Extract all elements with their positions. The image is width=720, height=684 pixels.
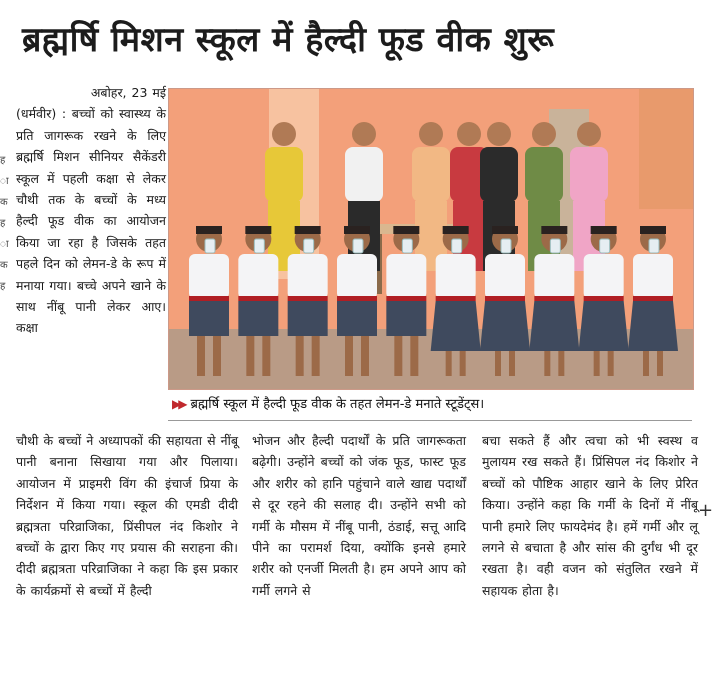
student-leg [509, 351, 515, 376]
article-paragraph-1 [16, 103, 166, 338]
adult-torso [525, 147, 563, 202]
student-glass [254, 239, 264, 253]
student-shorts [288, 301, 328, 336]
student-shirt [238, 254, 278, 299]
student-leg [213, 336, 221, 376]
dateline-reporter: (धर्मवीर) : [16, 106, 67, 122]
edge-glyph: ा [0, 239, 9, 250]
adult-head [419, 122, 443, 146]
headline: ब्रह्मर्षि मिशन स्कूल में हैल्दी फूड वीक शुरू [22, 20, 555, 60]
adult-head [577, 122, 601, 146]
student-glass [402, 239, 412, 253]
edge-glyph: ा [0, 176, 9, 187]
student-leg [345, 336, 353, 376]
news-photo-illustration [169, 89, 693, 389]
student-hair [393, 226, 419, 234]
student-belt [238, 296, 278, 301]
student-leg [544, 351, 550, 376]
student-hair [591, 226, 617, 234]
caption-divider [168, 420, 692, 421]
student-shirt [485, 254, 525, 299]
adult-torso [480, 147, 518, 202]
student-hair [443, 226, 469, 234]
student-hair [541, 226, 567, 234]
student-leg [608, 351, 614, 376]
article-column-1-bottom [16, 430, 238, 601]
student-glass [205, 239, 215, 253]
adult-torso [412, 147, 450, 202]
student-shirt [584, 254, 624, 299]
article-text-4: बचा सकते हैं और त्वचा को भी स्वस्थ व मुलायम रख सकते हैं। प्रिंसिपल नंद किशोर ने बच्चों को पौष्टिक आहार खाने के लिए प्रेरित किया। उन्होंने कहा कि गर्मी के दिनों में नींबू पानी हमारे लिए फायदेमंद है। हमें गर्मी और लू लगने से बचाता है और सांस की दुर्गंध भी दूर रखता है। वही वजन को संतुलित रखने में सहायक होता है। [482, 433, 698, 598]
student-leg [657, 351, 663, 376]
student-leg [460, 351, 466, 376]
student-hair [196, 226, 222, 234]
student-belt [485, 296, 525, 301]
student-skirt [431, 301, 481, 351]
adult-head [532, 122, 556, 146]
student-leg [558, 351, 564, 376]
student-leg [312, 336, 320, 376]
photo-wall-panel [639, 89, 693, 209]
news-photo [168, 88, 694, 390]
student-hair [492, 226, 518, 234]
student-belt [436, 296, 476, 301]
adjacent-column-fragment [0, 150, 8, 297]
student-belt [584, 296, 624, 301]
caption-arrow-icon: ▶▶ [172, 397, 185, 411]
edge-glyph: क [0, 197, 8, 208]
adult-torso [345, 147, 383, 202]
student-leg [361, 336, 369, 376]
student-shirt [337, 254, 377, 299]
student-shirt [534, 254, 574, 299]
article-text-2: चौथी के बच्चों ने अध्यापकों की सहायता से नींबू पानी बनाना सिखाया गया और पिलाया। आयोजन में प्राइमरी विंग की इंचार्ज प्रिया के निर्देशन में किया गया। स्कूल की एमडी दीदी ब्रह्मत्रता परिव्राजिका, प्रिंसीपल नंद किशोर ने बच्चों के द्वारा किए गए प्रयास की सराहना की। दीदी ब्रह्मत्रता परिव्राजिका ने कहा कि इस प्रकार के कार्यक्रमों से बच्चों में हैल्दी [16, 433, 238, 598]
student-leg [262, 336, 270, 376]
student-leg [394, 336, 402, 376]
student-leg [246, 336, 254, 376]
article-column-3 [482, 430, 698, 601]
student-leg [197, 336, 205, 376]
student-shirt [633, 254, 673, 299]
adult-head [457, 122, 481, 146]
student-skirt [579, 301, 629, 351]
student-shorts [189, 301, 229, 336]
student-skirt [628, 301, 678, 351]
article-text-1: बच्चों को स्वास्थ्य के प्रति जागरूक रखने के लिए ब्रह्मर्षि मिशन सीनियर सैकेंडरी स्कूल में पहली कक्षा से लेकर चौथी तक के बच्चों के मध्य हैल्दी फूड वीक का आयोजन किया जा रहा है जिसके तहत पहले दिन को लेमन-डे के रूप में मनाया गया। बच्चे अपने खाने के साथ नींबू पानी लेकर आए। कक्षा [16, 106, 166, 336]
student-shirt [436, 254, 476, 299]
dateline-city-date: अबोहर, 23 मई [90, 85, 166, 100]
student-glass [649, 239, 659, 253]
student-leg [410, 336, 418, 376]
student-hair [245, 226, 271, 234]
student-belt [337, 296, 377, 301]
student-glass [353, 239, 363, 253]
photo-caption [168, 392, 692, 416]
student-hair [640, 226, 666, 234]
student-shirt [288, 254, 328, 299]
student-glass [304, 239, 314, 253]
article-text-3: भोजन और हैल्दी पदार्थों के प्रति जागरूकता बढ़ेगी। उन्होंने बच्चों को जंक फूड, फास्ट फूड और शरीर को हानि पहुंचाने वाले खाद्य पदार्थों से दूर रहने की सलाह दी। उन्होंने सभी को गर्मी के मौसम में नींबू पानी, ठंडाई, सत्तू आदि पीने का परामर्श दिया, क्योंकि इनसे हमारे शरीर को एनर्जी मिलती है। हम अपने आप को गर्मी लगने से [252, 433, 466, 598]
student-glass [452, 239, 462, 253]
student-skirt [529, 301, 579, 351]
student-hair [344, 226, 370, 234]
student-shirt [386, 254, 426, 299]
student-leg [643, 351, 649, 376]
student-shorts [238, 301, 278, 336]
student-shorts [337, 301, 377, 336]
edge-glyph: ह [0, 281, 6, 292]
student-glass [600, 239, 610, 253]
edge-glyph: ह [0, 155, 6, 166]
edge-glyph: ह [0, 218, 6, 229]
student-belt [386, 296, 426, 301]
adult-head [487, 122, 511, 146]
student-hair [295, 226, 321, 234]
student-belt [633, 296, 673, 301]
article-column-1-top [16, 82, 166, 339]
caption-text: ब्रह्मर्षि स्कूल में हैल्दी फूड वीक के तहत लेमन-डे मनाते स्टूडेंट्स। [190, 397, 485, 412]
student-glass [501, 239, 511, 253]
plus-mark: + [698, 500, 714, 521]
adult-head [352, 122, 376, 146]
student-leg [446, 351, 452, 376]
student-leg [296, 336, 304, 376]
student-belt [288, 296, 328, 301]
student-leg [495, 351, 501, 376]
article-column-2 [252, 430, 466, 601]
student-leg [594, 351, 600, 376]
student-glass [550, 239, 560, 253]
student-shorts [386, 301, 426, 336]
edge-glyph: क [0, 260, 8, 271]
student-belt [189, 296, 229, 301]
student-shirt [189, 254, 229, 299]
student-skirt [480, 301, 530, 351]
student-belt [534, 296, 574, 301]
adult-head [272, 122, 296, 146]
adult-torso [570, 147, 608, 202]
adult-torso [265, 147, 303, 202]
